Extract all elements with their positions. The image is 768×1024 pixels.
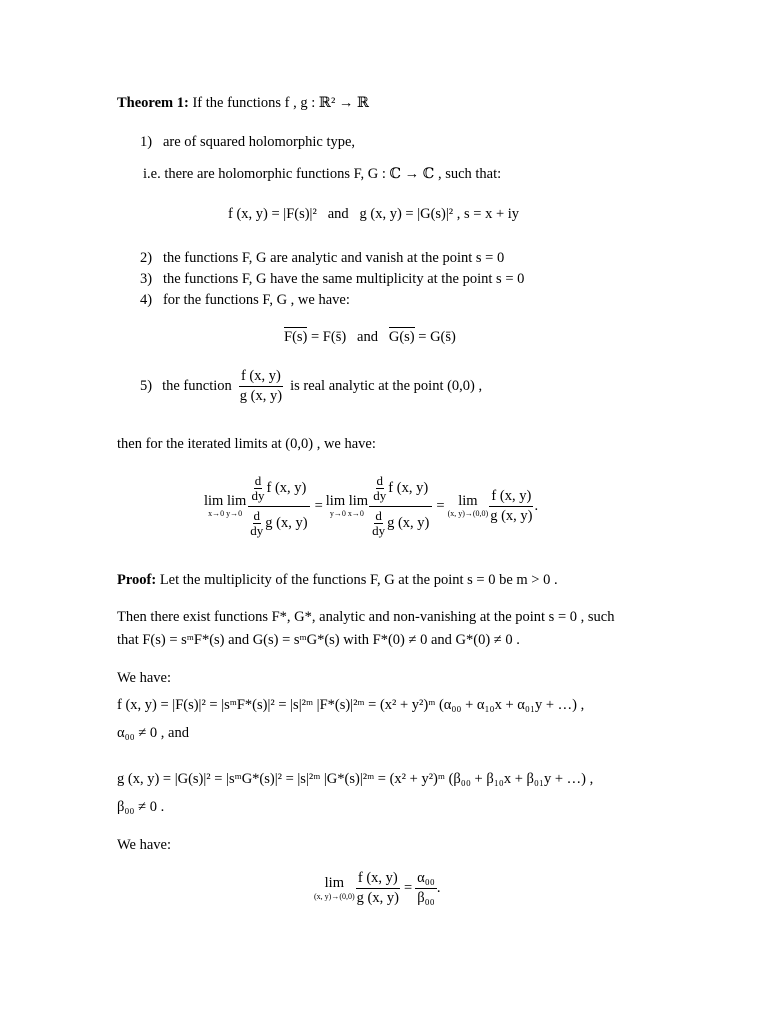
coefficient-ratio: $\frac{\text{α₀₀}}{\text{β₀₀}}$	[417, 870, 435, 906]
equation-f-condition: α₀₀ ≠ 0 , and	[117, 725, 189, 741]
we-have-1: We have:	[117, 670, 171, 686]
derivative-ratio-1: d dy f (x, y) d dy g (x, y)	[246, 474, 311, 538]
equation-g-expansion: g (x, y) = |G(s)|² = |sᵐG*(s)|² = |s|²ᵐ |G*(s)|²ᵐ = (x² + y²)ᵐ (β₀₀ + β₁₀x + β₀₁y + …) ,	[117, 771, 594, 787]
item-text: are of squared holomorphic type,	[162, 134, 356, 150]
item-4	[140, 292, 350, 309]
equals-sign: =	[403, 880, 413, 896]
item-text-pre: the function	[162, 378, 232, 394]
eq2-right-rest: = G(s̄)	[414, 329, 456, 345]
theorem-statement	[117, 95, 369, 112]
item-text-post: is real analytic at the point (0,0) ,	[290, 378, 483, 394]
equation-g-condition: β₀₀ ≠ 0 .	[117, 799, 165, 815]
equation-iterated-limits	[204, 474, 538, 538]
ie-line: i.e. there are holomorphic functions F, G : ℂ → ℂ , such that:	[143, 166, 502, 182]
eq2-right-over: G(s)	[388, 329, 415, 345]
item-number: 2)	[140, 250, 153, 266]
item-5	[140, 368, 482, 405]
eq2-left-rest: = F(s̄)	[307, 329, 347, 345]
function-ratio: $\frac{f (x, y)}{g (x, y)}$	[490, 487, 533, 524]
eq2-left-over: F(s)	[284, 329, 308, 345]
then-exist-line-1: Then there exist functions F*, G*, analytic and non-vanishing at the point s = 0 , such	[117, 609, 615, 625]
period: .	[436, 880, 441, 896]
equation-final-limit	[314, 870, 440, 907]
limit-operator-final: lim (x, y)→(0,0)	[314, 875, 355, 901]
proof-text: Let the multiplicity of the functions F, G at the point s = 0 be m > 0 .	[159, 572, 558, 588]
item-number: 1)	[140, 134, 153, 150]
theorem-label: Theorem 1:	[117, 95, 189, 111]
eq2-and: and	[357, 329, 378, 345]
then-line: then for the iterated limits at (0,0) , we have:	[117, 436, 376, 452]
item-text: the functions F, G are analytic and vanish at the point s = 0	[162, 250, 505, 266]
proof-statement	[117, 572, 558, 589]
item-2	[140, 250, 504, 267]
fraction-denominator: g (x, y)	[239, 388, 283, 404]
eq1-left: f (x, y) = |F(s)|²	[228, 206, 317, 222]
equation-conjugate	[284, 329, 456, 346]
limit-operator-3: lim (x, y)→(0,0)	[447, 492, 489, 519]
limit-operator-1: lim lim x→0 y→0	[204, 492, 247, 519]
ratio-fraction	[238, 368, 284, 405]
limit-operator-2: lim lim y→0 x→0	[325, 492, 369, 519]
item-3	[140, 271, 524, 288]
equals-sign: =	[314, 497, 323, 514]
eq1-right: g (x, y) = |G(s)|² , s = x + iy	[359, 206, 520, 222]
function-ratio-final: $\frac{f (x, y)}{g (x, y)}$	[356, 870, 399, 906]
item-text: the functions F, G have the same multiplicity at the point s = 0	[162, 271, 525, 287]
item-1	[140, 134, 355, 151]
item-number: 5)	[140, 378, 153, 394]
theorem-intro: If the functions f , g : ℝ² → ℝ	[192, 95, 370, 111]
equation-f-expansion: f (x, y) = |F(s)|² = |sᵐF*(s)|² = |s|²ᵐ |F*(s)|²ᵐ = (x² + y²)ᵐ (α₀₀ + α₁₀x + α₀₁y + …) ,	[117, 697, 585, 713]
equals-sign: =	[436, 497, 445, 514]
equation-squared-type	[228, 206, 519, 223]
then-exist-line-2: that F(s) = sᵐF*(s) and G(s) = sᵐG*(s) with F*(0) ≠ 0 and G*(0) ≠ 0 .	[117, 632, 520, 648]
fraction-numerator: f (x, y)	[239, 368, 283, 387]
proof-label: Proof:	[117, 572, 157, 588]
item-number: 3)	[140, 271, 153, 287]
period: .	[534, 497, 539, 514]
eq1-and: and	[327, 206, 349, 222]
item-number: 4)	[140, 292, 153, 308]
derivative-ratio-2: d dy f (x, y) d dy g (x, y)	[368, 474, 433, 538]
we-have-2: We have:	[117, 837, 171, 853]
item-text: for the functions F, G , we have:	[162, 292, 350, 308]
